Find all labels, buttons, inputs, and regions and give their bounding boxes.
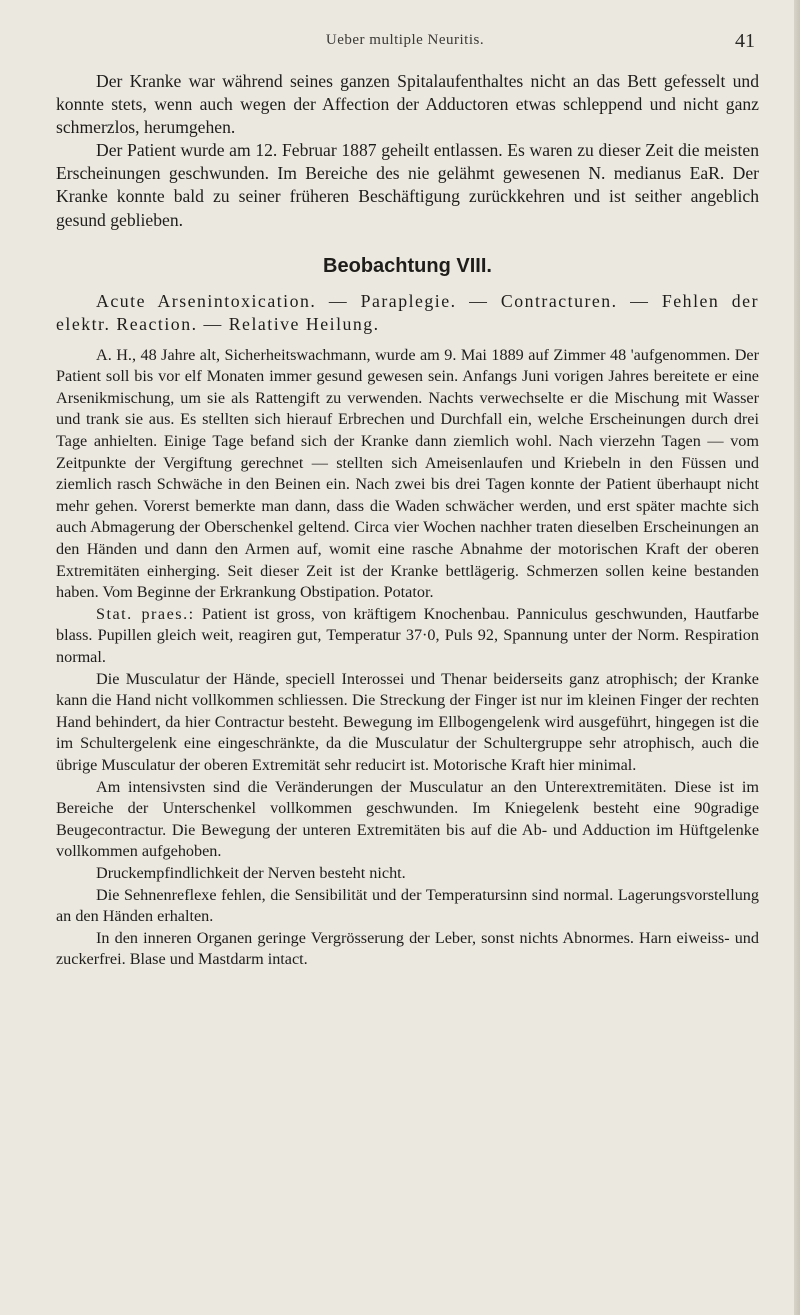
status-text: Patient ist gross, von kräftigem Knochenbau. Panniculus geschwunden, Hautfarbe blass. Pupillen gleich weit, reagiren gut, Temperatur 37·0, Puls 92, Spannung unter der Norm. Respiration normal. xyxy=(56,604,759,666)
paragraph: Am intensivsten sind die Veränderungen der Musculatur an den Unterextremitäten. Diese ist im Bereiche der Unterschenkel vollkommen geschwunden. Im Kniegelenk besteht eine 90gradige Beugecontractur. Die Bewegung der unteren Extremitäten bis auf die Ab- und Adduction im Hüftgelenke vollkommen aufgehoben. xyxy=(56,777,759,861)
previous-case-conclusion xyxy=(56,70,759,232)
paragraph: Der Kranke war während seines ganzen Spitalaufenthaltes nicht an das Bett gefesselt und konnte stets, wenn auch wegen der Affection der Adductoren etwas schleppend und nicht ganz schmerzlos, herumgehen. xyxy=(56,71,759,138)
paragraph: Die Sehnenreflexe fehlen, die Sensibilität und der Temperatursinn sind normal. Lagerungsvorstellung an den Händen erhalten. xyxy=(56,885,759,926)
page-number: 41 xyxy=(735,30,755,52)
paragraph: Der Patient wurde am 12. Februar 1887 geheilt entlassen. Es waren zu dieser Zeit die meisten Erscheinungen geschwunden. Im Bereiche des nie gelähmt gewesenen N. medianus EaR. Der Kranke konnte bald zu seiner früheren Beschäftigung zurückkehren und ist seither angeblich gesund geblieben. xyxy=(56,140,759,230)
paragraph: A. H., 48 Jahre alt, Sicherheitswachmann, wurde am 9. Mai 1889 auf Zimmer 48 'aufgenommen. Der Patient soll bis vor elf Monaten immer gesund gewesen sein. Anfangs Juni vorigen Jahres bereitete er eine Arsenikmischung, um sie als Rattengift zu verwenden. Nachts verwechselte er die Mischung mit Wasser und trank sie aus. Es stellten sich hierauf Erbrechen und Durchfall ein, welche Erscheinungen durch drei Tage anhielten. Einige Tage befand sich der Kranke dann ziemlich wohl. Nach vierzehn Tagen — vom Zeitpunkte der Vergiftung gerechnet — stellten sich Ameisenlaufen und Kriebeln in den Füssen und ziemlich rasch Schwäche in den Beinen ein. Nach zwei bis drei Tagen konnte der Patient überhaupt nicht mehr gehen. Vorerst bemerkte man dann, dass die Waden schwächer werden, und erst später machte sich auch Abmagerung der Oberschenkel geltend. Circa vier Wochen nachher traten dieselben Erscheinungen an den Händen und dann den Armen auf, womit eine rasche Abnahme der motorischen Kraft der oberen Extremitäten einherging. Seit dieser Zeit ist der Kranke bettlägerig. Schmerzen sollen keine bestanden haben. Vom Beginne der Erkrankung Obstipation. Potator. xyxy=(56,345,759,602)
page-body xyxy=(56,70,759,971)
case-report xyxy=(56,345,759,971)
paragraph: Die Musculatur der Hände, speciell Interossei und Thenar beiderseits ganz atrophisch; der Kranke kann die Hand nicht vollkommen schliessen. Die Streckung der Finger ist nur im kleinen Finger der rechten Hand behindert, da hier Contractur besteht. Bewegung im Ellbogengelenk wird ausgeführt, hingegen ist die im Schultergelenk eine eingeschränkte, da die Musculatur der Schultergruppe sehr atrophisch, auch die übrige Musculatur der oberen Extremität sehr reducirt ist. Motorische Kraft hier minimal. xyxy=(56,669,759,774)
page-edge-shadow xyxy=(794,0,800,1315)
running-head: Ueber multiple Neuritis. xyxy=(325,32,485,48)
section-heading: Beobachtung VIII. xyxy=(323,254,492,277)
status-paragraph xyxy=(56,604,759,669)
section-subtitle: Acute Arsenintoxication. — Paraplegie. — Contracturen. — Fehlen der elektr. Reaction. — Relative Heilung. xyxy=(56,290,759,335)
status-label: Stat. praes.: xyxy=(96,604,195,623)
paragraph: In den inneren Organen geringe Vergrösserung der Leber, sonst nichts Abnormes. Harn eiweiss- und zuckerfrei. Blase und Mastdarm intact. xyxy=(56,928,759,969)
page-header xyxy=(55,30,755,56)
paragraph: Druckempfindlichkeit der Nerven besteht nicht. xyxy=(96,863,406,882)
